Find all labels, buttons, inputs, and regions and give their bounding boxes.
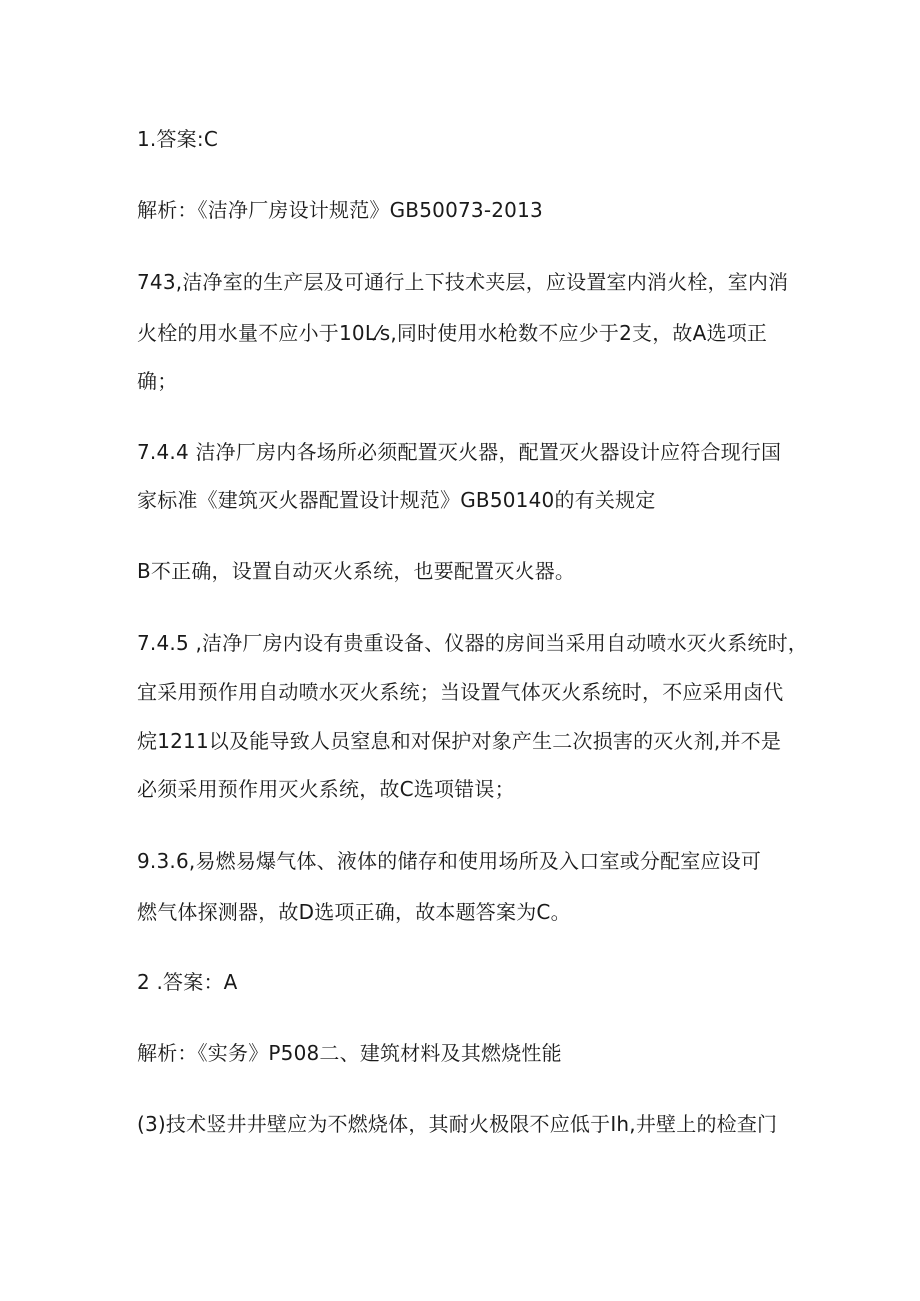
clause-745-line-4: 必须采用预作用灭火系统，故C选项错误； — [137, 777, 515, 801]
clause-745-line-2: 宜采用预作用自动喷水灭火系统；当设置气体灭火系统时，不应采用卤代 — [137, 680, 784, 704]
analysis-1-title: 解析：《洁净厂房设计规范》GB50073-2013 — [137, 198, 543, 222]
clause-744-line-2: 家标准《建筑灭火器配置设计规范》GB50140的有关规定 — [137, 488, 656, 512]
answer-2-heading: 2 .答案：A — [137, 970, 238, 994]
option-b-note: B不正确，设置自动灭火系统，也要配置灭火器。 — [137, 559, 576, 583]
clause-745-line-3: 烷1211以及能导致人员窒息和对保护对象产生二次损害的灭火剂,并不是 — [137, 729, 782, 753]
clause-743-line-2: 火栓的用水量不应小于10L⁄s,同时使用水枪数不应少于2支，故A选项正 — [137, 321, 768, 345]
clause-743-line-3: 确； — [137, 369, 178, 393]
analysis-2-title: 解析：《实务》P508二、建筑材料及其燃烧性能 — [137, 1041, 562, 1065]
clause-744-line-1: 7.4.4 洁净厂房内各场所必须配置灭火器，配置灭火器设计应符合现行国 — [137, 440, 782, 464]
item-3-line-1: (3)技术竖井井壁应为不燃烧体，其耐火极限不应低于Ih,井壁上的检查门 — [137, 1112, 778, 1136]
clause-743-line-1: 743,洁净室的生产层及可通行上下技术夹层，应设置室内消火栓，室内消 — [137, 270, 789, 294]
clause-745-line-1: 7.4.5 ,洁净厂房内设有贵重设备、仪器的房间当采用自动喷水灭火系统时， — [137, 631, 809, 655]
clause-936-line-2: 燃气体探测器，故D选项正确，故本题答案为C。 — [137, 900, 571, 924]
clause-936-line-1: 9.3.6,易燃易爆气体、液体的储存和使用场所及入口室或分配室应设可 — [137, 849, 762, 873]
answer-1-heading: 1.答案:C — [137, 127, 218, 151]
